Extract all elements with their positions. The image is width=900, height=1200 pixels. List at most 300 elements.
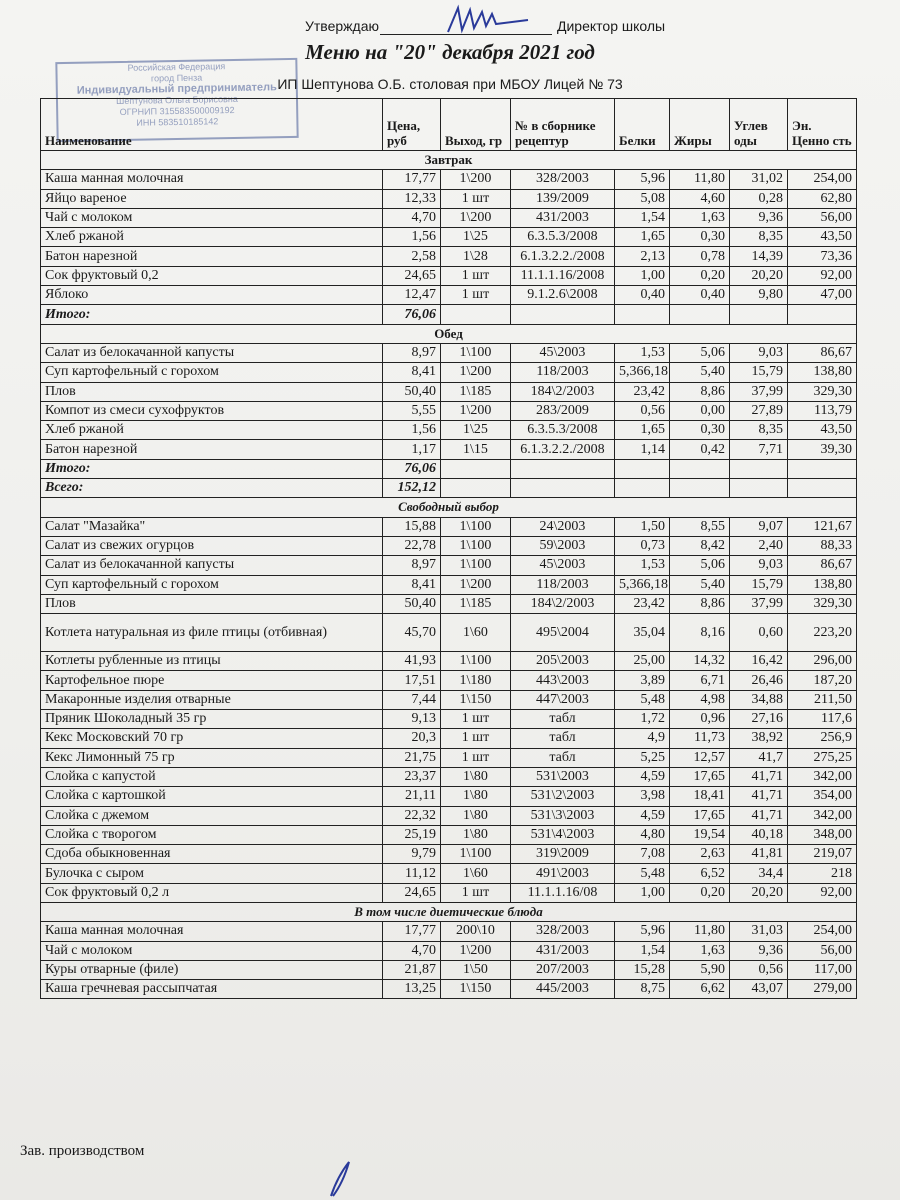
empty-cell [441, 305, 511, 324]
table-row [41, 980, 857, 999]
price: 1,56 [383, 228, 441, 247]
section-header-row [41, 324, 857, 343]
dish-name: Салат "Мазайка" [41, 517, 383, 536]
protein: 4,9 [615, 729, 670, 748]
price: 8,41 [383, 363, 441, 382]
protein: 4,59 [615, 806, 670, 825]
energy: 73,36 [788, 247, 857, 266]
carbs: 20,20 [730, 266, 788, 285]
carbs: 8,35 [730, 421, 788, 440]
price: 8,41 [383, 575, 441, 594]
price: 9,79 [383, 845, 441, 864]
fat: 18,41 [670, 787, 730, 806]
energy: 92,00 [788, 883, 857, 902]
portion: 1\100 [441, 343, 511, 362]
dish-name: Картофельное пюре [41, 671, 383, 690]
empty-cell [511, 305, 615, 324]
table-row [41, 536, 857, 555]
protein: 8,75 [615, 980, 670, 999]
protein: 1,00 [615, 266, 670, 285]
recipe-number: 9.1.2.6\2008 [511, 286, 615, 305]
recipe-number: 531\2\2003 [511, 787, 615, 806]
grand-total-label: Всего: [41, 479, 383, 498]
price: 8,97 [383, 556, 441, 575]
carbs: 9,03 [730, 343, 788, 362]
page-subtitle: ИП Шептунова О.Б. столовая при МБОУ Лицей № 73 [277, 76, 623, 92]
col-header: № в сборнике рецептур [511, 99, 615, 151]
empty-cell [730, 305, 788, 324]
empty-cell [441, 479, 511, 498]
price: 24,65 [383, 266, 441, 285]
carbs: 41,71 [730, 787, 788, 806]
page-title: Меню на "20" декабря 2021 год [305, 40, 595, 64]
fat: 8,55 [670, 517, 730, 536]
energy: 211,50 [788, 690, 857, 709]
recipe-number: табл [511, 729, 615, 748]
carbs: 41,7 [730, 748, 788, 767]
director-label: Директор школы [557, 18, 666, 34]
fat: 1,63 [670, 941, 730, 960]
portion: 1 шт [441, 189, 511, 208]
price: 9,13 [383, 710, 441, 729]
recipe-number: 118/2003 [511, 363, 615, 382]
table-row [41, 922, 857, 941]
energy: 56,00 [788, 941, 857, 960]
price: 50,40 [383, 382, 441, 401]
table-row [41, 421, 857, 440]
dish-name: Сдоба обыкновенная [41, 845, 383, 864]
recipe-number: 184\2/2003 [511, 594, 615, 613]
dish-name: Слойка с картошкой [41, 787, 383, 806]
recipe-number: 184\2/2003 [511, 382, 615, 401]
protein: 0,73 [615, 536, 670, 555]
section-title: Свободный выбор [41, 498, 857, 517]
table-row [41, 170, 857, 189]
fat: 19,54 [670, 825, 730, 844]
empty-cell [730, 479, 788, 498]
protein: 5,08 [615, 189, 670, 208]
table-row [41, 883, 857, 902]
fat: 4,60 [670, 189, 730, 208]
empty-cell [788, 305, 857, 324]
price: 45,70 [383, 614, 441, 652]
recipe-number: 6.3.5.3/2008 [511, 421, 615, 440]
table-row [41, 228, 857, 247]
empty-cell [670, 305, 730, 324]
protein: 0,40 [615, 286, 670, 305]
energy: 121,67 [788, 517, 857, 536]
fat: 5,40 [670, 363, 730, 382]
recipe-number: 431/2003 [511, 941, 615, 960]
fat: 0,96 [670, 710, 730, 729]
section-title: В том числе диетические блюда [41, 902, 857, 921]
price: 15,88 [383, 517, 441, 536]
dish-name: Слойка с джемом [41, 806, 383, 825]
price: 12,33 [383, 189, 441, 208]
carbs: 37,99 [730, 382, 788, 401]
carbs: 38,92 [730, 729, 788, 748]
recipe-number: 328/2003 [511, 922, 615, 941]
dish-name: Хлеб ржаной [41, 228, 383, 247]
price: 25,19 [383, 825, 441, 844]
table-row [41, 806, 857, 825]
dish-name: Макаронные изделия отварные [41, 690, 383, 709]
fat: 11,80 [670, 922, 730, 941]
energy: 43,50 [788, 421, 857, 440]
fat: 12,57 [670, 748, 730, 767]
fat: 2,63 [670, 845, 730, 864]
fat: 8,86 [670, 594, 730, 613]
footer-signature-label: Зав. производством [20, 1143, 145, 1159]
table-row [41, 575, 857, 594]
empty-cell [441, 459, 511, 478]
protein: 3,98 [615, 787, 670, 806]
total-label: Итого: [41, 459, 383, 478]
protein: 5,366,18 [615, 575, 670, 594]
portion: 1\60 [441, 614, 511, 652]
footer-signature [325, 1158, 365, 1198]
protein: 7,08 [615, 845, 670, 864]
energy: 256,9 [788, 729, 857, 748]
section-header-row [41, 498, 857, 517]
energy: 117,00 [788, 960, 857, 979]
dish-name: Слойка с творогом [41, 825, 383, 844]
col-header: Белки [615, 99, 670, 151]
portion: 1\50 [441, 960, 511, 979]
fat: 0,40 [670, 286, 730, 305]
energy: 138,80 [788, 363, 857, 382]
carbs: 43,07 [730, 980, 788, 999]
portion: 1\100 [441, 652, 511, 671]
carbs: 7,71 [730, 440, 788, 459]
portion: 1\80 [441, 787, 511, 806]
portion: 1\100 [441, 845, 511, 864]
carbs: 37,99 [730, 594, 788, 613]
table-row [41, 671, 857, 690]
director-signature [440, 4, 530, 38]
portion: 1\80 [441, 767, 511, 786]
portion: 1\185 [441, 594, 511, 613]
carbs: 41,81 [730, 845, 788, 864]
fat: 11,73 [670, 729, 730, 748]
energy: 342,00 [788, 806, 857, 825]
portion: 1\180 [441, 671, 511, 690]
recipe-number: табл [511, 748, 615, 767]
dish-name: Каша гречневая рассыпчатая [41, 980, 383, 999]
energy: 219,07 [788, 845, 857, 864]
dish-name: Кекс Лимонный 75 гр [41, 748, 383, 767]
table-row [41, 382, 857, 401]
protein: 3,89 [615, 671, 670, 690]
fat: 0,30 [670, 228, 730, 247]
empty-cell [788, 459, 857, 478]
dish-name: Яйцо вареное [41, 189, 383, 208]
recipe-number: табл [511, 710, 615, 729]
recipe-number: 207/2003 [511, 960, 615, 979]
protein: 5,48 [615, 690, 670, 709]
table-row [41, 440, 857, 459]
section-header-row [41, 151, 857, 170]
price: 11,12 [383, 864, 441, 883]
table-row [41, 748, 857, 767]
total-value: 76,06 [383, 459, 441, 478]
energy: 254,00 [788, 170, 857, 189]
dish-name: Батон нарезной [41, 247, 383, 266]
protein: 1,65 [615, 228, 670, 247]
protein: 15,28 [615, 960, 670, 979]
price: 17,77 [383, 922, 441, 941]
price: 41,93 [383, 652, 441, 671]
carbs: 0,28 [730, 189, 788, 208]
portion: 1\100 [441, 536, 511, 555]
portion: 1\100 [441, 517, 511, 536]
fat: 5,06 [670, 343, 730, 362]
recipe-number: 447\2003 [511, 690, 615, 709]
price: 8,97 [383, 343, 441, 362]
recipe-number: 205\2003 [511, 652, 615, 671]
recipe-number: 6.3.5.3/2008 [511, 228, 615, 247]
price: 7,44 [383, 690, 441, 709]
carbs: 34,88 [730, 690, 788, 709]
table-row [41, 864, 857, 883]
portion: 1\60 [441, 864, 511, 883]
energy: 56,00 [788, 208, 857, 227]
recipe-number: 443\2003 [511, 671, 615, 690]
fat: 6,71 [670, 671, 730, 690]
col-header: Жиры [670, 99, 730, 151]
recipe-number: 431/2003 [511, 208, 615, 227]
table-row [41, 189, 857, 208]
total-row [41, 305, 857, 324]
recipe-number: 445/2003 [511, 980, 615, 999]
price: 22,32 [383, 806, 441, 825]
col-header: Углев оды [730, 99, 788, 151]
dish-name: Каша манная молочная [41, 170, 383, 189]
protein: 1,72 [615, 710, 670, 729]
protein: 5,48 [615, 864, 670, 883]
total-row [41, 459, 857, 478]
protein: 4,80 [615, 825, 670, 844]
recipe-number: 328/2003 [511, 170, 615, 189]
recipe-number: 283/2009 [511, 401, 615, 420]
carbs: 0,56 [730, 960, 788, 979]
total-label: Итого: [41, 305, 383, 324]
price: 23,37 [383, 767, 441, 786]
carbs: 27,89 [730, 401, 788, 420]
carbs: 31,02 [730, 170, 788, 189]
portion: 1\200 [441, 208, 511, 227]
dish-name: Пряник Шоколадный 35 гр [41, 710, 383, 729]
price: 17,77 [383, 170, 441, 189]
price: 1,56 [383, 421, 441, 440]
portion: 1\150 [441, 980, 511, 999]
energy: 254,00 [788, 922, 857, 941]
menu-table [40, 98, 857, 999]
price: 5,55 [383, 401, 441, 420]
carbs: 2,40 [730, 536, 788, 555]
protein: 5,96 [615, 170, 670, 189]
fat: 14,32 [670, 652, 730, 671]
recipe-number: 531\4\2003 [511, 825, 615, 844]
table-row [41, 941, 857, 960]
energy: 86,67 [788, 343, 857, 362]
energy: 88,33 [788, 536, 857, 555]
col-header: Эн. Ценно сть [788, 99, 857, 151]
table-row [41, 787, 857, 806]
table-row [41, 614, 857, 652]
col-header: Выход, гр [441, 99, 511, 151]
energy: 279,00 [788, 980, 857, 999]
protein: 1,53 [615, 343, 670, 362]
price: 1,17 [383, 440, 441, 459]
dish-name: Суп картофельный с горохом [41, 575, 383, 594]
carbs: 26,46 [730, 671, 788, 690]
carbs: 20,20 [730, 883, 788, 902]
table-row [41, 825, 857, 844]
dish-name: Чай с молоком [41, 208, 383, 227]
energy: 329,30 [788, 382, 857, 401]
carbs: 41,71 [730, 806, 788, 825]
portion: 1 шт [441, 729, 511, 748]
price: 21,87 [383, 960, 441, 979]
price: 4,70 [383, 208, 441, 227]
fat: 0,00 [670, 401, 730, 420]
fat: 1,63 [670, 208, 730, 227]
dish-name: Сок фруктовый 0,2 [41, 266, 383, 285]
carbs: 9,07 [730, 517, 788, 536]
energy: 223,20 [788, 614, 857, 652]
portion: 1 шт [441, 286, 511, 305]
grand-total-value: 152,12 [383, 479, 441, 498]
fat: 8,42 [670, 536, 730, 555]
dish-name: Слойка с капустой [41, 767, 383, 786]
dish-name: Плов [41, 594, 383, 613]
fat: 5,90 [670, 960, 730, 979]
dish-name: Куры отварные (филе) [41, 960, 383, 979]
protein: 5,366,18 [615, 363, 670, 382]
energy: 354,00 [788, 787, 857, 806]
portion: 1\200 [441, 170, 511, 189]
table-row [41, 286, 857, 305]
col-header: Наименование [41, 99, 383, 151]
carbs: 40,18 [730, 825, 788, 844]
dish-name: Чай с молоком [41, 941, 383, 960]
energy: 348,00 [788, 825, 857, 844]
recipe-number: 139/2009 [511, 189, 615, 208]
price: 17,51 [383, 671, 441, 690]
table-row [41, 517, 857, 536]
section-title: Завтрак [41, 151, 857, 170]
portion: 1\15 [441, 440, 511, 459]
recipe-number: 531\2003 [511, 767, 615, 786]
fat: 0,42 [670, 440, 730, 459]
recipe-number: 6.1.3.2.2./2008 [511, 440, 615, 459]
table-row [41, 594, 857, 613]
protein: 1,00 [615, 883, 670, 902]
price: 24,65 [383, 883, 441, 902]
protein: 2,13 [615, 247, 670, 266]
portion: 1\200 [441, 401, 511, 420]
table-row [41, 690, 857, 709]
protein: 5,96 [615, 922, 670, 941]
empty-cell [615, 305, 670, 324]
fat: 11,80 [670, 170, 730, 189]
portion: 1 шт [441, 748, 511, 767]
portion: 1 шт [441, 266, 511, 285]
empty-cell [511, 479, 615, 498]
portion: 1\150 [441, 690, 511, 709]
empty-cell [511, 459, 615, 478]
recipe-number: 45\2003 [511, 343, 615, 362]
dish-name: Каша манная молочная [41, 922, 383, 941]
table-row [41, 363, 857, 382]
dish-name: Компот из смеси сухофруктов [41, 401, 383, 420]
carbs: 15,79 [730, 363, 788, 382]
approve-label: Утверждаю [305, 18, 379, 34]
dish-name: Салат из белокачанной капусты [41, 343, 383, 362]
recipe-number: 6.1.3.2.2./2008 [511, 247, 615, 266]
fat: 8,86 [670, 382, 730, 401]
section-header-row [41, 902, 857, 921]
dish-name: Салат из свежих огурцов [41, 536, 383, 555]
dish-name: Котлеты рубленные из птицы [41, 652, 383, 671]
portion: 1\25 [441, 228, 511, 247]
fat: 0,78 [670, 247, 730, 266]
protein: 1,54 [615, 208, 670, 227]
col-header: Цена, руб [383, 99, 441, 151]
dish-name: Хлеб ржаной [41, 421, 383, 440]
protein: 5,25 [615, 748, 670, 767]
empty-cell [670, 459, 730, 478]
dish-name: Котлета натуральная из филе птицы (отбивная) [41, 614, 383, 652]
table-row [41, 266, 857, 285]
price: 4,70 [383, 941, 441, 960]
fat: 5,06 [670, 556, 730, 575]
dish-name: Батон нарезной [41, 440, 383, 459]
dish-name: Яблоко [41, 286, 383, 305]
price: 13,25 [383, 980, 441, 999]
dish-name: Салат из белокачанной капусты [41, 556, 383, 575]
carbs: 9,03 [730, 556, 788, 575]
portion: 1\200 [441, 363, 511, 382]
recipe-number: 11.1.1.16/08 [511, 883, 615, 902]
fat: 4,98 [670, 690, 730, 709]
fat: 17,65 [670, 767, 730, 786]
recipe-number: 118/2003 [511, 575, 615, 594]
portion: 1\200 [441, 575, 511, 594]
table-row [41, 208, 857, 227]
energy: 329,30 [788, 594, 857, 613]
recipe-number: 495\2004 [511, 614, 615, 652]
protein: 0,56 [615, 401, 670, 420]
protein: 35,04 [615, 614, 670, 652]
empty-cell [615, 459, 670, 478]
price: 12,47 [383, 286, 441, 305]
portion: 1\80 [441, 825, 511, 844]
portion: 1\25 [441, 421, 511, 440]
protein: 1,14 [615, 440, 670, 459]
table-row [41, 652, 857, 671]
energy: 43,50 [788, 228, 857, 247]
price: 20,3 [383, 729, 441, 748]
table-row [41, 710, 857, 729]
recipe-number: 59\2003 [511, 536, 615, 555]
recipe-number: 11.1.1.16/2008 [511, 266, 615, 285]
protein: 1,53 [615, 556, 670, 575]
dish-name: Кекс Московский 70 гр [41, 729, 383, 748]
dish-name: Булочка с сыром [41, 864, 383, 883]
empty-cell [788, 479, 857, 498]
